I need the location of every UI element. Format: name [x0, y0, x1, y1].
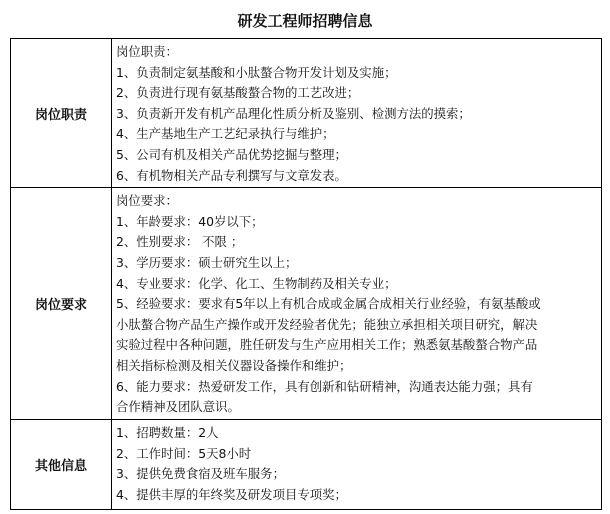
requirements-line-9: 6、能力要求：热爱研发工作，具有创新和钻研精神，沟通表达能力强；具有: [116, 378, 533, 394]
duties-line-4: 4、生产基地生产工艺纪录执行与维护；: [116, 126, 335, 142]
duties-line-3: 3、负责新开发有机产品理化性质分析及鉴别、检测方法的摸索；: [116, 105, 471, 121]
requirements-line-1: 1、年龄要求：40岁以下；: [116, 213, 264, 229]
requirements-line-8: 相关指标检测及相关仪器设备操作和维护；: [116, 357, 352, 373]
row-content-duties: [112, 39, 602, 188]
duties-line-2: 2、负责进行现有氨基酸螯合物的工艺改进；: [116, 85, 360, 101]
requirements-line-10: 合作精神及团队意识。: [116, 399, 240, 415]
row-label-requirements: 岗位要求: [11, 188, 112, 420]
row-content-requirements: [112, 188, 602, 420]
requirements-line-4: 4、专业要求：化学、化工、生物制药及相关专业；: [116, 275, 397, 291]
row-label-other: 其他信息: [11, 420, 112, 510]
requirements-line-6: 小肽螯合物产品生产操作或开发经验者优先；能独立承担相关项目研究，解决: [116, 316, 538, 332]
table-row-duties: [11, 39, 602, 188]
table-row-other: [11, 420, 602, 510]
page-title: 研发工程师招聘信息: [237, 12, 373, 30]
requirements-line-3: 3、学历要求：硕士研究生以上；: [116, 254, 298, 270]
requirements-line-0: 岗位要求：: [116, 193, 178, 209]
recruitment-table: [10, 38, 602, 510]
row-content-other: [112, 420, 602, 510]
other-line-2: 3、提供免费食宿及班车服务；: [116, 466, 285, 482]
duties-line-1: 1、负责制定氨基酸和小肽螯合物开发计划及实施；: [116, 64, 397, 80]
duties-line-0: 岗位职责：: [116, 44, 178, 59]
duties-line-6: 6、有机物相关产品专利撰写与文章发表。: [116, 167, 347, 183]
table-row-requirements: [11, 188, 602, 420]
requirements-line-7: 实验过程中各种问题，胜任研发与生产应用相关工作；熟悉氨基酸螯合物产品: [116, 337, 538, 353]
requirements-line-2: 2、性别要求： 不限 ；: [116, 234, 244, 250]
requirements-line-5: 5、经验要求：要求有5年以上有机合成或金属合成相关行业经验，有氨基酸或: [116, 296, 541, 312]
row-label-duties: 岗位职责: [11, 39, 112, 188]
other-line-3: 4、提供丰厚的年终奖及研发项目专项奖；: [116, 486, 347, 502]
other-line-0: 1、招聘数量：2人: [116, 425, 219, 441]
duties-line-5: 5、公司有机及相关产品优势挖掘与整理；: [116, 146, 347, 162]
other-line-1: 2、工作时间：5天8小时: [116, 445, 252, 461]
